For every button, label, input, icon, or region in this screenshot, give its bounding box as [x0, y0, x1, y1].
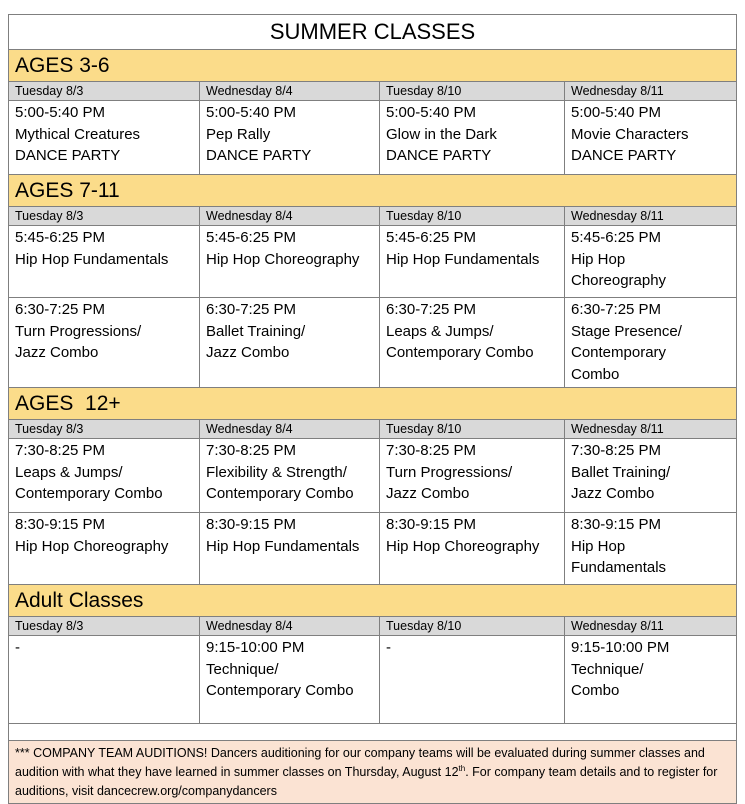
class-row: [9, 298, 737, 388]
class-name-line: Combo: [571, 682, 620, 699]
class-name-line: Leaps & Jumps/: [386, 322, 494, 340]
class-time: 6:30-7:25 PM: [571, 301, 662, 318]
class-name-line: Jazz Combo: [15, 344, 99, 361]
class-cell: [200, 226, 380, 298]
day-header: Wednesday 8/4: [200, 82, 380, 101]
class-time: 8:30-9:15 PM: [15, 516, 106, 533]
class-cell: [380, 226, 565, 298]
class-name-line: Combo: [571, 365, 620, 383]
audition-note-row: [9, 741, 737, 804]
class-time: 7:30-8:25 PM: [15, 442, 106, 459]
class-name-line: Turn Progressions/: [15, 322, 142, 340]
section-header-row: [9, 585, 737, 617]
class-name-line: Glow in the Dark: [386, 125, 497, 143]
class-name-line: Hip Hop Fundamentals: [206, 537, 360, 555]
class-name-line: Hip Hop Fundamentals: [386, 250, 540, 268]
class-time: 7:30-8:25 PM: [206, 442, 297, 459]
class-time: -: [15, 639, 20, 656]
class-time: 5:00-5:40 PM: [15, 104, 106, 121]
day-header: Tuesday 8/10: [380, 420, 565, 439]
class-cell: [380, 298, 565, 388]
class-name-line: Contemporary Combo: [206, 485, 354, 502]
day-header-row: [9, 82, 737, 101]
section-header-row: [9, 50, 737, 82]
class-name-line: DANCE PARTY: [206, 147, 312, 164]
class-name-line: Jazz Combo: [571, 485, 655, 502]
class-row: [9, 513, 737, 585]
class-name-line: Ballet Training/: [206, 322, 306, 340]
spacer-row: [9, 724, 737, 741]
class-name-line: Movie Characters: [571, 125, 689, 143]
spacer-cell: [9, 724, 737, 741]
class-time: 5:00-5:40 PM: [571, 104, 662, 121]
class-cell: [380, 439, 565, 513]
class-name-line: Choreography: [571, 272, 667, 289]
class-time: 7:30-8:25 PM: [386, 442, 477, 459]
class-row: [9, 226, 737, 298]
page-title: SUMMER CLASSES: [9, 15, 737, 50]
class-name-line: Technique/: [206, 660, 279, 678]
class-name-line: Jazz Combo: [206, 344, 290, 361]
class-row: [9, 439, 737, 513]
class-cell: [9, 226, 200, 298]
class-name-line: Turn Progressions/: [386, 463, 513, 481]
day-header: Tuesday 8/3: [9, 82, 200, 101]
class-name-line: Contemporary: [571, 344, 667, 361]
class-name-line: Hip Hop: [571, 537, 626, 555]
class-name-line: Mythical Creatures: [15, 125, 141, 143]
class-cell: [200, 298, 380, 388]
class-cell: [565, 439, 737, 513]
class-name-line: Jazz Combo: [386, 485, 470, 502]
class-name-line: Leaps & Jumps/: [15, 463, 123, 481]
class-name-line: Technique/: [571, 660, 644, 678]
day-header: Wednesday 8/11: [565, 420, 737, 439]
class-time: 8:30-9:15 PM: [571, 516, 662, 533]
section-heading: AGES 7-11: [9, 175, 737, 207]
class-cell: [380, 101, 565, 175]
class-name-line: Pep Rally: [206, 125, 271, 143]
class-name-line: Hip Hop Choreography: [206, 250, 360, 268]
day-header: Wednesday 8/11: [565, 207, 737, 226]
class-name-line: Ballet Training/: [571, 463, 671, 481]
section-heading: Adult Classes: [9, 585, 737, 617]
class-name-line: Fundamentals: [571, 559, 667, 576]
class-cell: [565, 513, 737, 585]
class-row: [9, 636, 737, 724]
day-header: Wednesday 8/4: [200, 207, 380, 226]
day-header: Tuesday 8/3: [9, 617, 200, 636]
class-time: 5:45-6:25 PM: [15, 229, 106, 246]
class-name-line: DANCE PARTY: [15, 147, 121, 164]
audition-note: [9, 741, 737, 804]
day-header: Wednesday 8/11: [565, 617, 737, 636]
day-header-row: [9, 617, 737, 636]
class-time: 5:45-6:25 PM: [386, 229, 477, 246]
class-name-line: Hip Hop Choreography: [386, 537, 540, 555]
class-cell: [565, 636, 737, 724]
class-time: 7:30-8:25 PM: [571, 442, 662, 459]
class-cell: [200, 636, 380, 724]
class-cell: [565, 298, 737, 388]
class-name-line: Hip Hop Fundamentals: [15, 250, 169, 268]
day-header: Tuesday 8/10: [380, 207, 565, 226]
class-time: -: [386, 639, 391, 656]
note-superscript: th: [458, 763, 466, 773]
class-name-line: DANCE PARTY: [571, 147, 677, 164]
class-time: 6:30-7:25 PM: [206, 301, 297, 318]
class-name-line: Flexibility & Strength/: [206, 463, 347, 481]
class-time: 9:15-10:00 PM: [571, 639, 670, 656]
class-cell: [200, 439, 380, 513]
title-row: [9, 15, 737, 50]
class-time: 5:00-5:40 PM: [206, 104, 297, 121]
class-time: 9:15-10:00 PM: [206, 639, 305, 656]
class-name-line: Contemporary Combo: [386, 344, 534, 361]
class-cell: [9, 636, 200, 724]
class-time: 5:00-5:40 PM: [386, 104, 477, 121]
class-cell: [9, 101, 200, 175]
day-header: Tuesday 8/10: [380, 82, 565, 101]
class-cell: [565, 101, 737, 175]
class-name-line: Contemporary Combo: [206, 682, 354, 699]
section-heading: AGES 3-6: [9, 50, 737, 82]
day-header: Wednesday 8/4: [200, 617, 380, 636]
note-text-end: . For company team details and to register for auditions, visit dancecrew.org/companydancers: [15, 765, 718, 798]
section-header-row: [9, 175, 737, 207]
class-name-line: Contemporary Combo: [15, 485, 163, 502]
class-time: 6:30-7:25 PM: [386, 301, 477, 318]
day-header: Tuesday 8/10: [380, 617, 565, 636]
class-time: 5:45-6:25 PM: [571, 229, 662, 246]
class-time: 6:30-7:25 PM: [15, 301, 106, 318]
class-name-line: DANCE PARTY: [386, 147, 492, 164]
class-cell: [565, 226, 737, 298]
class-cell: [9, 439, 200, 513]
day-header: Wednesday 8/11: [565, 82, 737, 101]
note-text: *** COMPANY TEAM AUDITIONS! Dancers auditioning for our company teams will be evaluated during summer classes and audition with what they have learned in summer classes on Thursday, August 12: [15, 746, 705, 779]
class-cell: [200, 513, 380, 585]
class-name-line: Stage Presence/: [571, 322, 682, 340]
class-time: 8:30-9:15 PM: [206, 516, 297, 533]
class-cell: [200, 101, 380, 175]
day-header: Wednesday 8/4: [200, 420, 380, 439]
class-name-line: Hip Hop Choreography: [15, 537, 169, 555]
day-header-row: [9, 207, 737, 226]
class-time: 5:45-6:25 PM: [206, 229, 297, 246]
section-header-row: [9, 388, 737, 420]
section-heading: AGES 12+: [9, 388, 737, 420]
schedule-table: [8, 14, 737, 804]
class-name-line: Hip Hop: [571, 250, 626, 268]
day-header: Tuesday 8/3: [9, 207, 200, 226]
schedule-sheet: [8, 14, 736, 804]
class-row: [9, 101, 737, 175]
day-header-row: [9, 420, 737, 439]
class-cell: [9, 298, 200, 388]
day-header: Tuesday 8/3: [9, 420, 200, 439]
class-time: 8:30-9:15 PM: [386, 516, 477, 533]
class-cell: [380, 636, 565, 724]
class-cell: [380, 513, 565, 585]
class-cell: [9, 513, 200, 585]
